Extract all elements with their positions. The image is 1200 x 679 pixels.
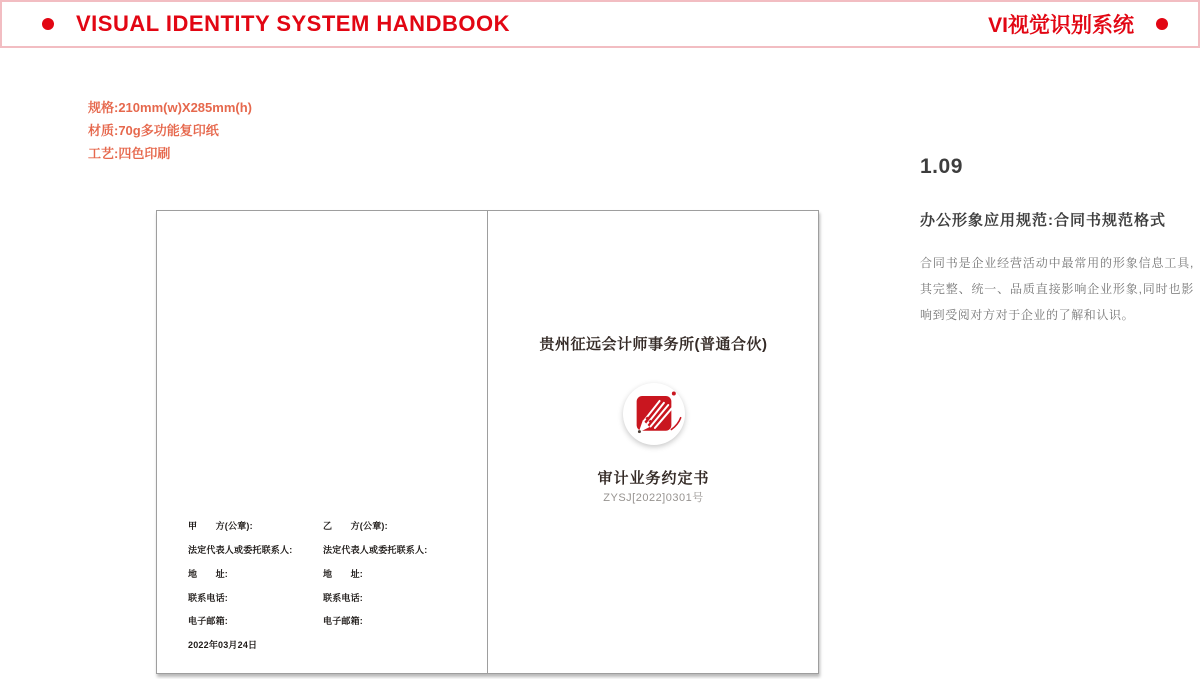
- red-dot-icon: [42, 18, 54, 30]
- party-a-email-label: 电子邮箱:: [188, 616, 228, 626]
- party-b-seal-label: 乙 方(公章):: [323, 521, 388, 531]
- spec-material: 材质:70g多功能复印纸: [88, 123, 219, 138]
- pencil-logo-icon: [623, 383, 685, 445]
- contract-mockup: [156, 210, 819, 674]
- company-name: 贵州征远会计师事务所(普通合伙): [539, 336, 768, 353]
- party-b-rep-label: 法定代表人或委托联系人:: [323, 545, 428, 555]
- contract-title: 审计业务约定书: [597, 470, 710, 487]
- contract-page-right: [488, 211, 819, 673]
- contract-date: 2022年03月24日: [188, 640, 258, 650]
- spec-size: 规格:210mm(w)X285mm(h): [88, 100, 252, 115]
- party-a-phone-label: 联系电话:: [188, 593, 228, 603]
- section-description: 合同书是企业经营活动中最常用的形象信息工具,其完整、统一、品质直接影响企业形象,同时也影响到受阅对方对于企业的了解和认识。: [920, 256, 1194, 322]
- section-info: [920, 155, 1194, 328]
- red-dot-icon: [1156, 18, 1168, 30]
- party-a-address-label: 地 址:: [188, 569, 228, 579]
- vi-system-title: VI视觉识别系统: [988, 14, 1134, 37]
- spec-block: [88, 96, 252, 165]
- contract-number: ZYSJ[2022]0301号: [603, 492, 704, 504]
- spec-process: 工艺:四色印刷: [88, 146, 171, 161]
- section-number: 1.09: [920, 155, 963, 178]
- header-bar: [0, 0, 1200, 48]
- party-b-phone-label: 联系电话:: [323, 593, 363, 603]
- contract-page-left: [157, 211, 487, 673]
- party-a-rep-label: 法定代表人或委托联系人:: [188, 545, 293, 555]
- party-a-seal-label: 甲 方(公章):: [188, 521, 253, 531]
- section-heading: 办公形象应用规范:合同书规范格式: [920, 212, 1166, 229]
- party-b-address-label: 地 址:: [323, 569, 363, 579]
- party-b-email-label: 电子邮箱:: [323, 616, 363, 626]
- handbook-title: VISUAL IDENTITY SYSTEM HANDBOOK: [76, 11, 510, 36]
